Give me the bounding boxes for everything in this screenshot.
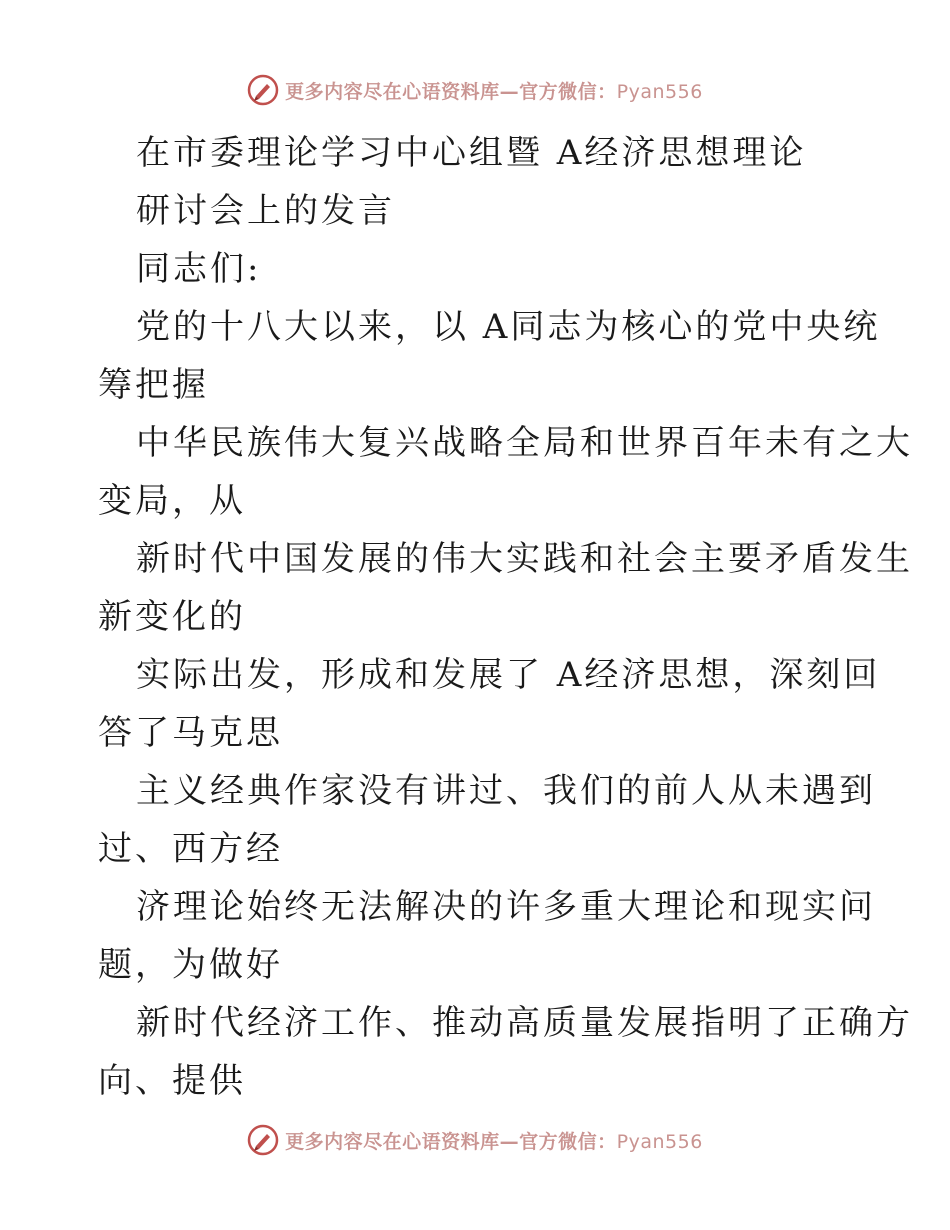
watermark-account: Pyan556 xyxy=(616,1130,703,1153)
watermark-text: 更多内容尽在心语资料库—官方微信：Pyan556 xyxy=(285,1130,703,1153)
paragraph-line: 新时代中国发展的伟大实践和社会主要矛盾发生 xyxy=(136,539,913,579)
watermark-text: 更多内容尽在心语资料库—官方微信：Pyan556 xyxy=(285,80,703,103)
paragraph-line: 筹把握 xyxy=(98,365,209,405)
paragraph-line: 济理论始终无法解决的许多重大理论和现实问 xyxy=(136,887,876,927)
paragraph-line: 新变化的 xyxy=(98,597,246,637)
watermark-account: Pyan556 xyxy=(616,80,703,103)
paragraph-line: 实际出发，形成和发展了 A经济思想，深刻回 xyxy=(136,655,881,695)
paragraph-line: 答了马克思 xyxy=(98,713,283,753)
paragraph-line: 向、提供 xyxy=(98,1061,246,1101)
watermark-header xyxy=(0,70,950,110)
title-line-2: 研讨会上的发言 xyxy=(136,191,395,231)
watermark-footer xyxy=(0,1120,950,1160)
pen-logo-icon xyxy=(247,74,279,106)
paragraph-line: 中华民族伟大复兴战略全局和世界百年未有之大 xyxy=(136,423,913,463)
paragraph-line: 题，为做好 xyxy=(98,945,283,985)
pen-logo-icon xyxy=(247,1124,279,1156)
document-body xyxy=(98,124,913,1110)
paragraph-line: 过、西方经 xyxy=(98,829,283,869)
title-line-1: 在市委理论学习中心组暨 A经济思想理论 xyxy=(136,133,807,173)
salutation: 同志们: xyxy=(136,249,262,289)
paragraph-line: 党的十八大以来，以 A同志为核心的党中央统 xyxy=(136,307,881,347)
paragraph-line: 主义经典作家没有讲过、我们的前人从未遇到 xyxy=(136,771,876,811)
paragraph-line: 新时代经济工作、推动高质量发展指明了正确方 xyxy=(136,1003,913,1043)
paragraph-line: 变局，从 xyxy=(98,481,246,521)
